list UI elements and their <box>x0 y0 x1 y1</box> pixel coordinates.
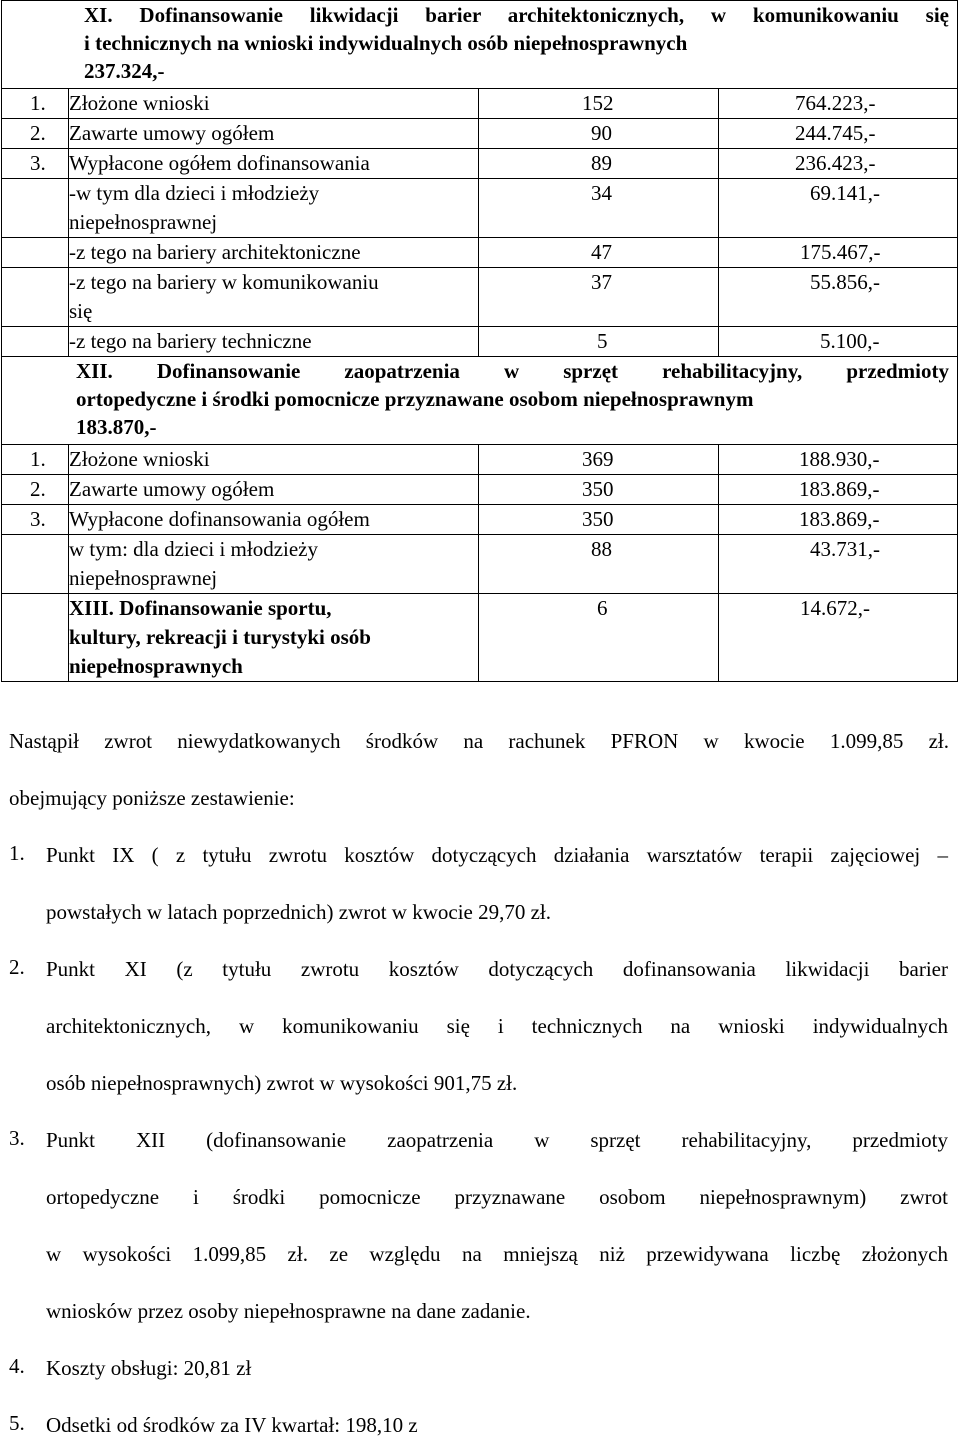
row-description: -z tego na bariery techniczne <box>69 327 479 357</box>
row-amount: 183.869,- <box>719 505 958 535</box>
table-row <box>2 535 958 594</box>
table-row <box>2 268 958 327</box>
row-amount: 764.223,- <box>719 89 958 119</box>
section-xiii-title <box>69 594 479 682</box>
table-row <box>2 475 958 505</box>
section-xii-title-line2: ortopedyczne i środki pomocnicze przyznawane osobom niepełnosprawnym <box>76 387 754 411</box>
row-description: -z tego na bariery architektoniczne <box>69 238 479 268</box>
row-description-line2: się <box>69 299 93 323</box>
return-paragraph-line2: obejmujący poniższe zestawienie: <box>9 786 295 810</box>
table-row <box>2 445 958 475</box>
row-count: 89 <box>479 149 719 179</box>
row-count: 37 <box>479 268 719 327</box>
row-number <box>2 535 69 594</box>
row-number: 2. <box>2 119 69 149</box>
list-item-number: 5. <box>9 1411 25 1435</box>
row-amount: 244.745,- <box>719 119 958 149</box>
row-description-line2: niepełnosprawnej <box>69 210 218 234</box>
table-row <box>2 238 958 268</box>
row-amount: 175.467,- <box>719 238 958 268</box>
section-xii-title-amount: 183.870,- <box>76 415 157 439</box>
row-number: 3. <box>2 149 69 179</box>
row-number <box>2 179 69 238</box>
row-description: Wypłacone dofinansowania ogółem <box>69 505 479 535</box>
row-number: 1. <box>2 89 69 119</box>
list-item-line: Punkt XI (z tytułu zwrotu kosztów dotyczących dofinansowania likwidacji barier <box>46 957 948 981</box>
row-number: 3. <box>2 505 69 535</box>
list-item-line: Odsetki od środków za IV kwartał: 198,10 z <box>46 1413 418 1437</box>
list-item-line: architektonicznych, w komunikowaniu się i technicznych na wnioski indywidualnych <box>46 1014 948 1038</box>
table-row <box>2 505 958 535</box>
row-description-line1: w tym: dla dzieci i młodzieży <box>69 537 319 561</box>
row-amount: 14.672,- <box>719 594 958 682</box>
table-row <box>2 89 958 119</box>
row-description <box>69 535 479 594</box>
row-amount: 69.141,- <box>719 179 958 238</box>
list-item-line: powstałych w latach poprzednich) zwrot w kwocie 29,70 zł. <box>46 900 552 924</box>
row-count: 5 <box>479 327 719 357</box>
list-item-number: 1. <box>9 841 25 865</box>
section-xiii-row <box>2 594 958 682</box>
row-number <box>2 327 69 357</box>
row-description: Wypłacone ogółem dofinansowania <box>69 149 479 179</box>
section-xii-title <box>2 357 958 445</box>
list-item-line: wniosków przez osoby niepełnosprawne na dane zadanie. <box>46 1299 531 1323</box>
row-amount: 183.869,- <box>719 475 958 505</box>
row-amount: 236.423,- <box>719 149 958 179</box>
row-description: Złożone wnioski <box>69 89 479 119</box>
list-item-number: 4. <box>9 1354 25 1378</box>
section-xiii-title-line2: kultury, rekreacji i turystyki osób <box>69 625 371 649</box>
row-description: Złożone wnioski <box>69 445 479 475</box>
list-item-line: Koszty obsługi: 20,81 zł <box>46 1356 252 1380</box>
row-number: 2. <box>2 475 69 505</box>
section-xii-header-row <box>2 357 958 445</box>
section-xi-header-row <box>2 1 958 89</box>
section-xi-title-line2: i technicznych na wnioski indywidualnych osób niepełnosprawnych <box>84 31 688 55</box>
list-item-line: ortopedyczne i środki pomocnicze przyznawane osobom niepełnosprawnym) zwrot <box>46 1185 948 1209</box>
row-description <box>69 179 479 238</box>
table-row <box>2 119 958 149</box>
row-count: 369 <box>479 445 719 475</box>
row-description-line1: -w tym dla dzieci i młodzieży <box>69 181 320 205</box>
row-count: 90 <box>479 119 719 149</box>
return-paragraph-line1: Nastąpił zwrot niewydatkowanych środków na rachunek PFRON w kwocie 1.099,85 zł. <box>9 729 949 753</box>
section-xiii-title-line1: XIII. Dofinansowanie sportu, <box>69 596 332 620</box>
row-count: 88 <box>479 535 719 594</box>
row-number <box>2 268 69 327</box>
section-xii-title-line1: XII. Dofinansowanie zaopatrzenia w sprzęt rehabilitacyjny, przedmioty <box>76 359 950 383</box>
row-count: 350 <box>479 475 719 505</box>
list-item-line: osób niepełnosprawnych) zwrot w wysokości 901,75 zł. <box>46 1071 518 1095</box>
row-count: 47 <box>479 238 719 268</box>
table-row <box>2 327 958 357</box>
list-item-line: w wysokości 1.099,85 zł. ze względu na mniejszą niż przewidywana liczbę złożonych <box>46 1242 948 1266</box>
row-count: 152 <box>479 89 719 119</box>
row-amount: 55.856,- <box>719 268 958 327</box>
row-amount: 5.100,- <box>719 327 958 357</box>
section-xi-title-amount: 237.324,- <box>84 59 165 83</box>
section-xi-title-line1: XI. Dofinansowanie likwidacji barier architektonicznych, w komunikowaniu się <box>84 3 950 27</box>
row-description: Zawarte umowy ogółem <box>69 119 479 149</box>
row-number: 1. <box>2 445 69 475</box>
list-item-number: 2. <box>9 955 25 979</box>
row-description-line1: -z tego na bariery w komunikowaniu <box>69 270 379 294</box>
financing-table <box>1 0 958 682</box>
table-row <box>2 179 958 238</box>
row-number <box>2 238 69 268</box>
table-row <box>2 149 958 179</box>
row-amount: 43.731,- <box>719 535 958 594</box>
row-number <box>2 594 69 682</box>
list-item-number: 3. <box>9 1126 25 1150</box>
row-description-line2: niepełnosprawnej <box>69 566 218 590</box>
row-count: 6 <box>479 594 719 682</box>
list-item-line: Punkt XII (dofinansowanie zaopatrzenia w sprzęt rehabilitacyjny, przedmioty <box>46 1128 948 1152</box>
list-item-line: Punkt IX ( z tytułu zwrotu kosztów dotyczących działania warsztatów terapii zajęciowej – <box>46 843 948 867</box>
section-xi-title <box>2 1 958 89</box>
row-count: 34 <box>479 179 719 238</box>
row-count: 350 <box>479 505 719 535</box>
row-description <box>69 268 479 327</box>
section-xiii-title-line3: niepełnosprawnych <box>69 654 243 678</box>
row-amount: 188.930,- <box>719 445 958 475</box>
row-description: Zawarte umowy ogółem <box>69 475 479 505</box>
